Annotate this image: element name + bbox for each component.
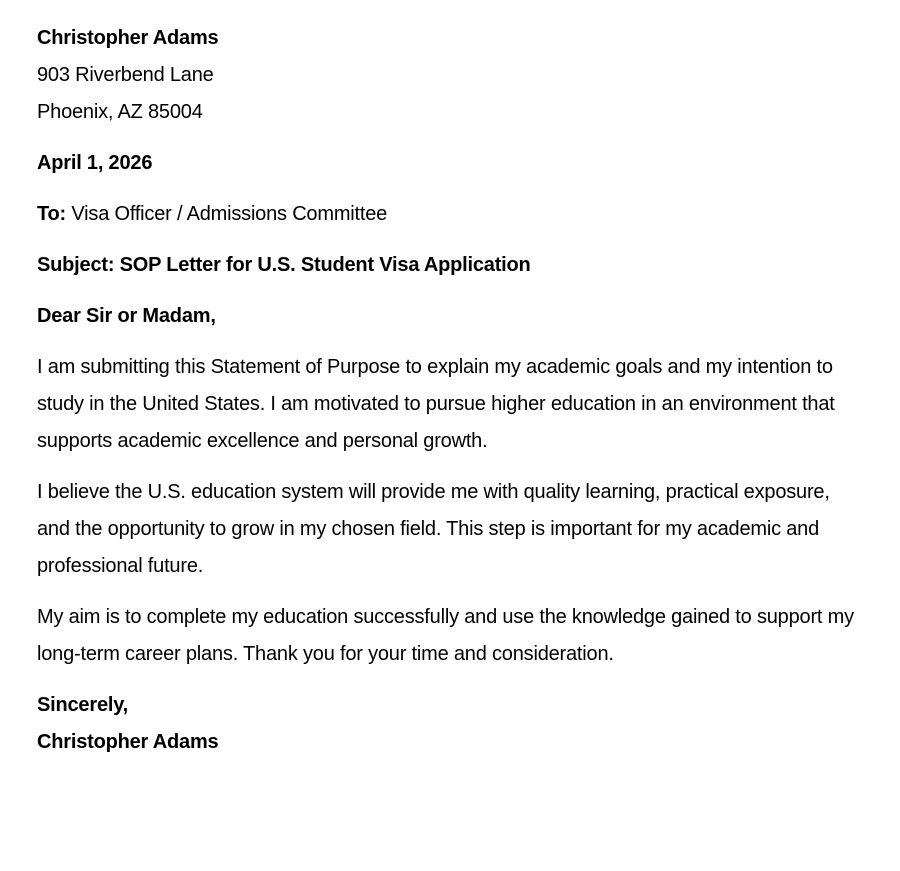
letter-date: April 1, 2026 (37, 152, 153, 174)
body-paragraph-2: I believe the U.S. education system will provide me with quality learning, practical exposure, and the opportunity to grow in my chosen field. This step is important for my academic and professional future. (37, 481, 830, 577)
sender-address-line1: 903 Riverbend Lane (37, 64, 214, 86)
body-paragraph-1: I am submitting this Statement of Purpose to explain my academic goals and my intention to study in the United States. I am motivated to pursue higher education in an environment that supports academic excellence and personal growth. (37, 356, 835, 452)
sender-name: Christopher Adams (37, 27, 219, 49)
to-label: To: (37, 203, 67, 225)
salutation: Dear Sir or Madam, (37, 305, 216, 327)
to-value: Visa Officer / Admissions Committee (66, 203, 388, 225)
sender-block (37, 20, 860, 131)
closing-phrase: Sincerely, (37, 694, 129, 716)
recipient-line (37, 196, 860, 233)
signature-name: Christopher Adams (37, 731, 219, 753)
closing-block (37, 687, 860, 761)
sender-address-line2: Phoenix, AZ 85004 (37, 101, 203, 123)
body-paragraph-3: My aim is to complete my education successfully and use the knowledge gained to support my long-term career plans. Thank you for your time and consideration. (37, 606, 854, 665)
subject-line: Subject: SOP Letter for U.S. Student Visa Application (37, 254, 531, 276)
